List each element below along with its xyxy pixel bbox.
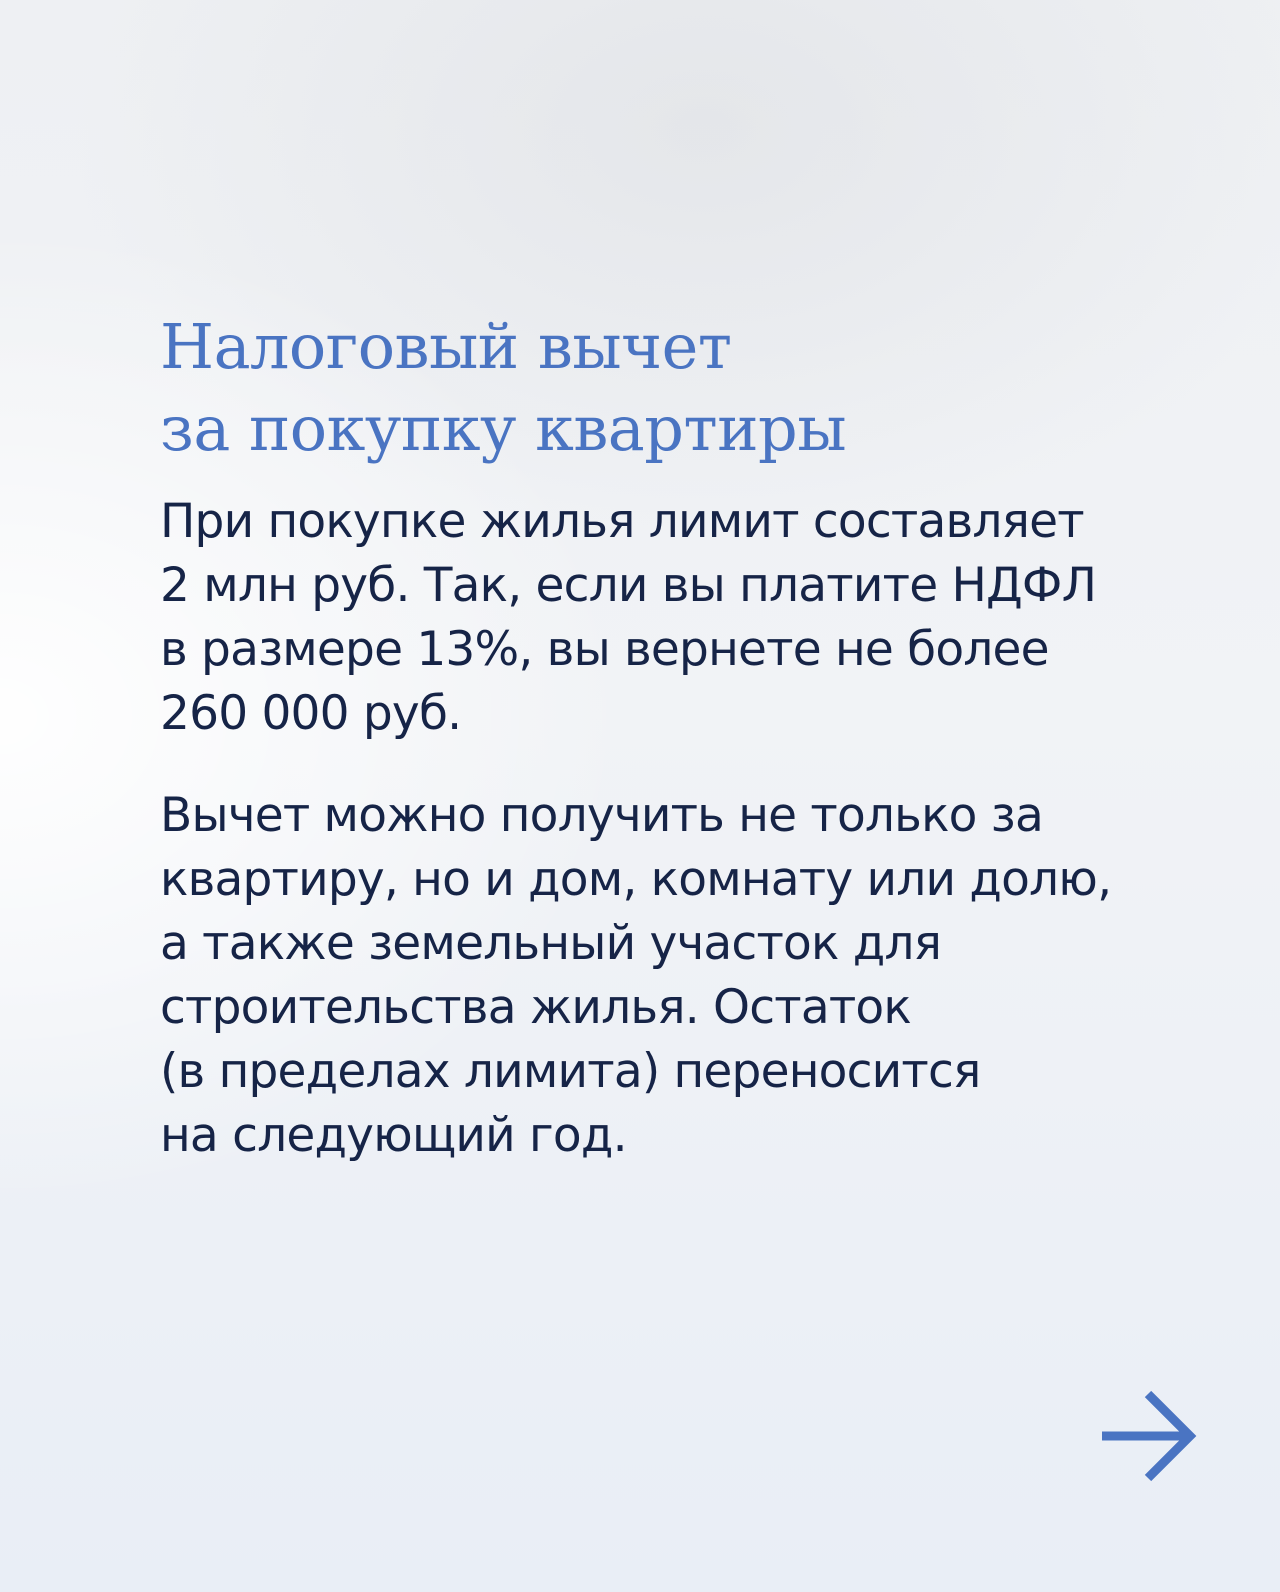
paragraph-line: 260 000 руб.	[160, 686, 462, 741]
paragraph-line: При покупке жилья лимит составляет	[160, 494, 1084, 549]
paragraph-line: квартиру, но и дом, комнату или долю,	[160, 852, 1112, 907]
next-slide-button[interactable]	[1098, 1384, 1202, 1488]
paragraph-limit	[160, 490, 1096, 746]
slide-title	[160, 306, 846, 470]
arrow-right-icon	[1098, 1384, 1202, 1488]
paragraph-line: 2 млн руб. Так, если вы платите НДФЛ	[160, 558, 1097, 613]
paragraph-line: а также земельный участок для	[160, 916, 942, 971]
paragraph-line: на следующий год.	[160, 1108, 627, 1163]
paragraph-line: Вычет можно получить не только за	[160, 788, 1043, 843]
paragraph-line: (в пределах лимита) переносится	[160, 1044, 981, 1099]
title-line: Налоговый вычет	[160, 310, 732, 383]
title-line: за покупку квартиры	[160, 392, 847, 465]
paragraph-line: в размере 13%, вы вернете не более	[160, 622, 1049, 677]
paragraph-property-types	[160, 784, 1111, 1168]
paragraph-line: строительства жилья. Остаток	[160, 980, 911, 1035]
